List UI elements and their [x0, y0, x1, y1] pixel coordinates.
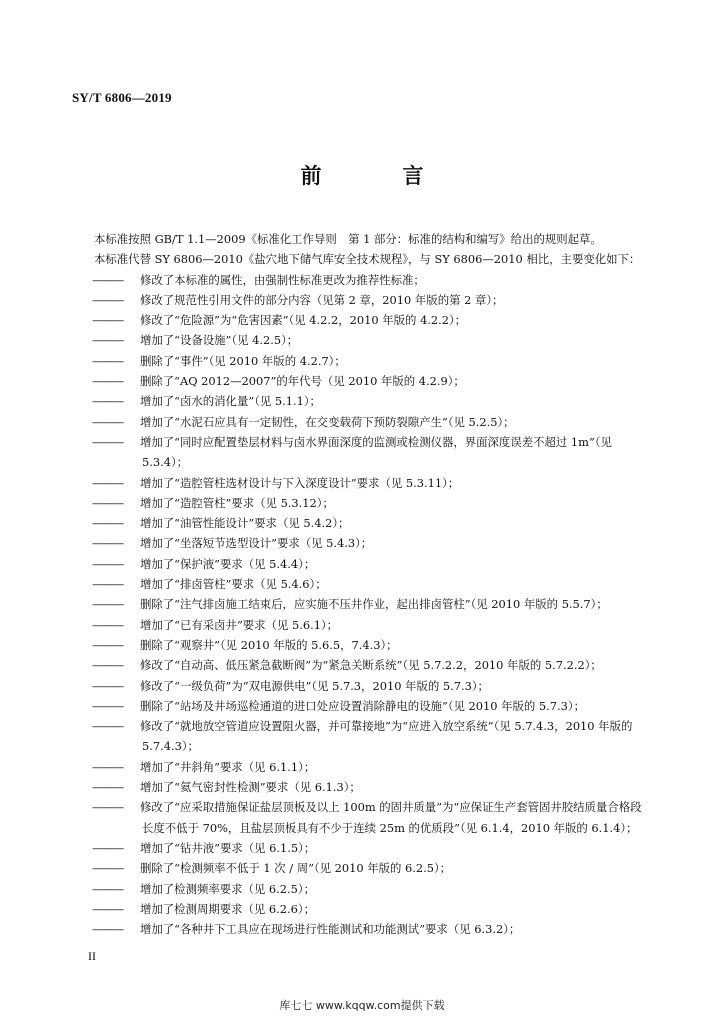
change-item-text: 增加了“排卤管柱”要求（见 5.4.6）；	[140, 577, 327, 592]
em-dash-marker: ———	[92, 313, 124, 328]
em-dash-marker: ———	[92, 719, 124, 734]
change-item-text: 修改了“自动高、低压紧急截断阀”为“紧急关断系统”（见 5.7.2.2，2010 年版的 5.7.2.2）；	[140, 658, 602, 673]
change-item-text: 增加了检测频率要求（见 6.2.5）；	[140, 881, 315, 896]
em-dash-marker: ———	[92, 617, 124, 632]
em-dash-marker: ———	[92, 556, 124, 571]
download-watermark: 库七七 www.kqqw.com提供下载	[279, 999, 445, 1012]
change-item-text: 删除了“观察井”（见 2010 年版的 5.6.5，7.4.3）；	[140, 637, 398, 652]
change-item-text: 增加了“同时应配置垫层材料与卤水界面深度的监测或检测仪器，界面深度误差不超过 1m”（见 5.3.4）；	[140, 434, 612, 470]
change-item-text: 增加了“卤水的消化量”（见 5.1.1）；	[140, 394, 321, 409]
change-item	[72, 371, 652, 391]
change-item	[72, 554, 652, 574]
change-item-text: 增加了“各种井下工具应在现场进行性能测试和功能测试”要求（见 6.3.2）；	[140, 922, 521, 937]
change-item	[72, 615, 652, 635]
change-item	[72, 777, 652, 797]
change-item	[72, 696, 652, 716]
change-item-text: 增加了“油管性能设计”要求（见 5.4.2）；	[140, 516, 350, 531]
change-item-text: 删除了“事件”（见 2010 年版的 4.2.7）；	[140, 353, 346, 368]
change-item	[72, 676, 652, 696]
em-dash-marker: ———	[92, 475, 124, 490]
change-item	[72, 858, 652, 878]
change-item	[72, 757, 652, 777]
change-item-text: 增加了“已有采卤井”要求（见 5.6.1）；	[140, 617, 339, 632]
em-dash-marker: ———	[92, 536, 124, 551]
change-item	[72, 290, 652, 310]
change-item	[72, 635, 652, 655]
change-item-text: 增加了“造腔管柱选材设计与下入深度设计”要求（见 5.3.11）；	[140, 475, 460, 490]
change-item	[72, 716, 652, 757]
em-dash-marker: ———	[92, 516, 124, 531]
change-item	[72, 310, 652, 330]
intro-paragraph-1: 本标准按照 GB/T 1.1—2009《标准化工作导则 第 1 部分：标准的结构和编写》给出的规则起草。	[94, 232, 602, 246]
standard-code: SY/T 6806—2019	[72, 90, 172, 105]
change-item	[72, 797, 652, 838]
em-dash-marker: ———	[92, 637, 124, 652]
change-item-text: 删除了“注气排卤施工结束后，应实施不压井作业，起出排卤管柱”（见 2010 年版的 5.5.7）；	[140, 597, 608, 612]
em-dash-marker: ———	[92, 414, 124, 429]
change-item-text: 增加了“坐落短节选型设计”要求（见 5.4.3）；	[140, 536, 373, 551]
change-item	[72, 391, 652, 411]
em-dash-marker: ———	[92, 658, 124, 673]
change-item	[72, 412, 652, 432]
section-title: 前 言	[300, 164, 454, 188]
em-dash-marker: ———	[92, 495, 124, 510]
change-item-text: 增加了“造腔管柱”要求（见 5.3.12）；	[140, 495, 334, 510]
change-item-text: 增加了“井斜角”要求（见 6.1.1）；	[140, 759, 316, 774]
em-dash-marker: ———	[92, 394, 124, 409]
foreword-body	[72, 229, 652, 939]
change-item	[72, 493, 652, 513]
page-number: II	[88, 949, 96, 963]
em-dash-marker: ———	[92, 800, 124, 815]
change-item	[72, 919, 652, 939]
change-item-text: 修改了规范性引用文件的部分内容（见第 2 章，2010 年版的第 2 章）；	[140, 292, 504, 307]
change-item	[72, 270, 652, 290]
em-dash-marker: ———	[92, 374, 124, 389]
change-item	[72, 879, 652, 899]
change-item	[72, 574, 652, 594]
em-dash-marker: ———	[92, 597, 124, 612]
change-item-text: 增加了“氦气密封性检测”要求（见 6.1.3）；	[140, 780, 361, 795]
em-dash-marker: ———	[92, 577, 124, 592]
em-dash-marker: ———	[92, 881, 124, 896]
em-dash-marker: ———	[92, 292, 124, 307]
change-item-text: 修改了“应采取措施保证盐层顶板及以上 100m 的固井质量”为“应保证生产套管固井胶结质量合格段长度不低于 70%，且盐层顶板具有不少于连续 25m 的优质段”（见 6.1.4，2010 年版的 6.1.4）；	[140, 800, 642, 835]
em-dash-marker: ———	[92, 861, 124, 876]
em-dash-marker: ———	[92, 353, 124, 368]
change-item-text: 删除了“AQ 2012—2007”的年代号（见 2010 年版的 4.2.9）；	[140, 374, 465, 389]
em-dash-marker: ———	[92, 434, 124, 449]
change-item	[72, 899, 652, 919]
change-item	[72, 473, 652, 493]
change-item-text: 修改了“一级负荷”为“双电源供电”（见 5.7.3，2010 年版的 5.7.3）；	[140, 678, 489, 693]
change-item-text: 修改了“危险源”为“危害因素”（见 4.2.2，2010 年版的 4.2.2）；	[140, 313, 467, 328]
change-item	[72, 432, 652, 473]
em-dash-marker: ———	[92, 780, 124, 795]
change-item-text: 增加了“保护液”要求（见 5.4.4）；	[140, 556, 316, 571]
change-item	[72, 330, 652, 350]
change-item-text: 删除了“站场及井场巡检通道的进口处应设置消除静电的设施”（见 2010 年版的 5.7.3）；	[140, 698, 585, 713]
em-dash-marker: ———	[92, 840, 124, 855]
change-item-text: 增加了检测周期要求（见 6.2.6）；	[140, 901, 315, 916]
change-item	[72, 351, 652, 371]
em-dash-marker: ———	[92, 678, 124, 693]
change-item-text: 增加了“钻井液”要求（见 6.1.5）；	[140, 840, 316, 855]
change-item-text: 删除了“检测频率不低于 1 次 / 周”（见 2010 年版的 6.2.5）；	[140, 861, 452, 876]
change-item-text: 增加了“设备设施”（见 4.2.5）；	[140, 333, 299, 348]
change-item	[72, 594, 652, 614]
em-dash-marker: ———	[92, 922, 124, 937]
change-item-text: 增加了“水泥石应具有一定韧性，在交变载荷下预防裂隙产生”（见 5.2.5）；	[140, 414, 515, 429]
change-item	[72, 533, 652, 553]
change-item-text: 修改了本标准的属性，由强制性标准更改为推荐性标准；	[140, 272, 425, 287]
em-dash-marker: ———	[92, 759, 124, 774]
em-dash-marker: ———	[92, 698, 124, 713]
change-item	[72, 513, 652, 533]
change-item	[72, 838, 652, 858]
change-item-text: 修改了“就地放空管道应设置阻火器，并可靠接地”为“应进入放空系统”（见 5.7.4.3，2010 年版的 5.7.4.3）；	[140, 719, 633, 754]
intro-paragraph-2: 本标准代替 SY 6806—2010《盐穴地下储气库安全技术规程》，与 SY 6806—2010 相比，主要变化如下：	[94, 252, 641, 267]
change-list	[72, 270, 652, 940]
em-dash-marker: ———	[92, 901, 124, 916]
change-item	[72, 655, 652, 675]
em-dash-marker: ———	[92, 272, 124, 287]
em-dash-marker: ———	[92, 333, 124, 348]
